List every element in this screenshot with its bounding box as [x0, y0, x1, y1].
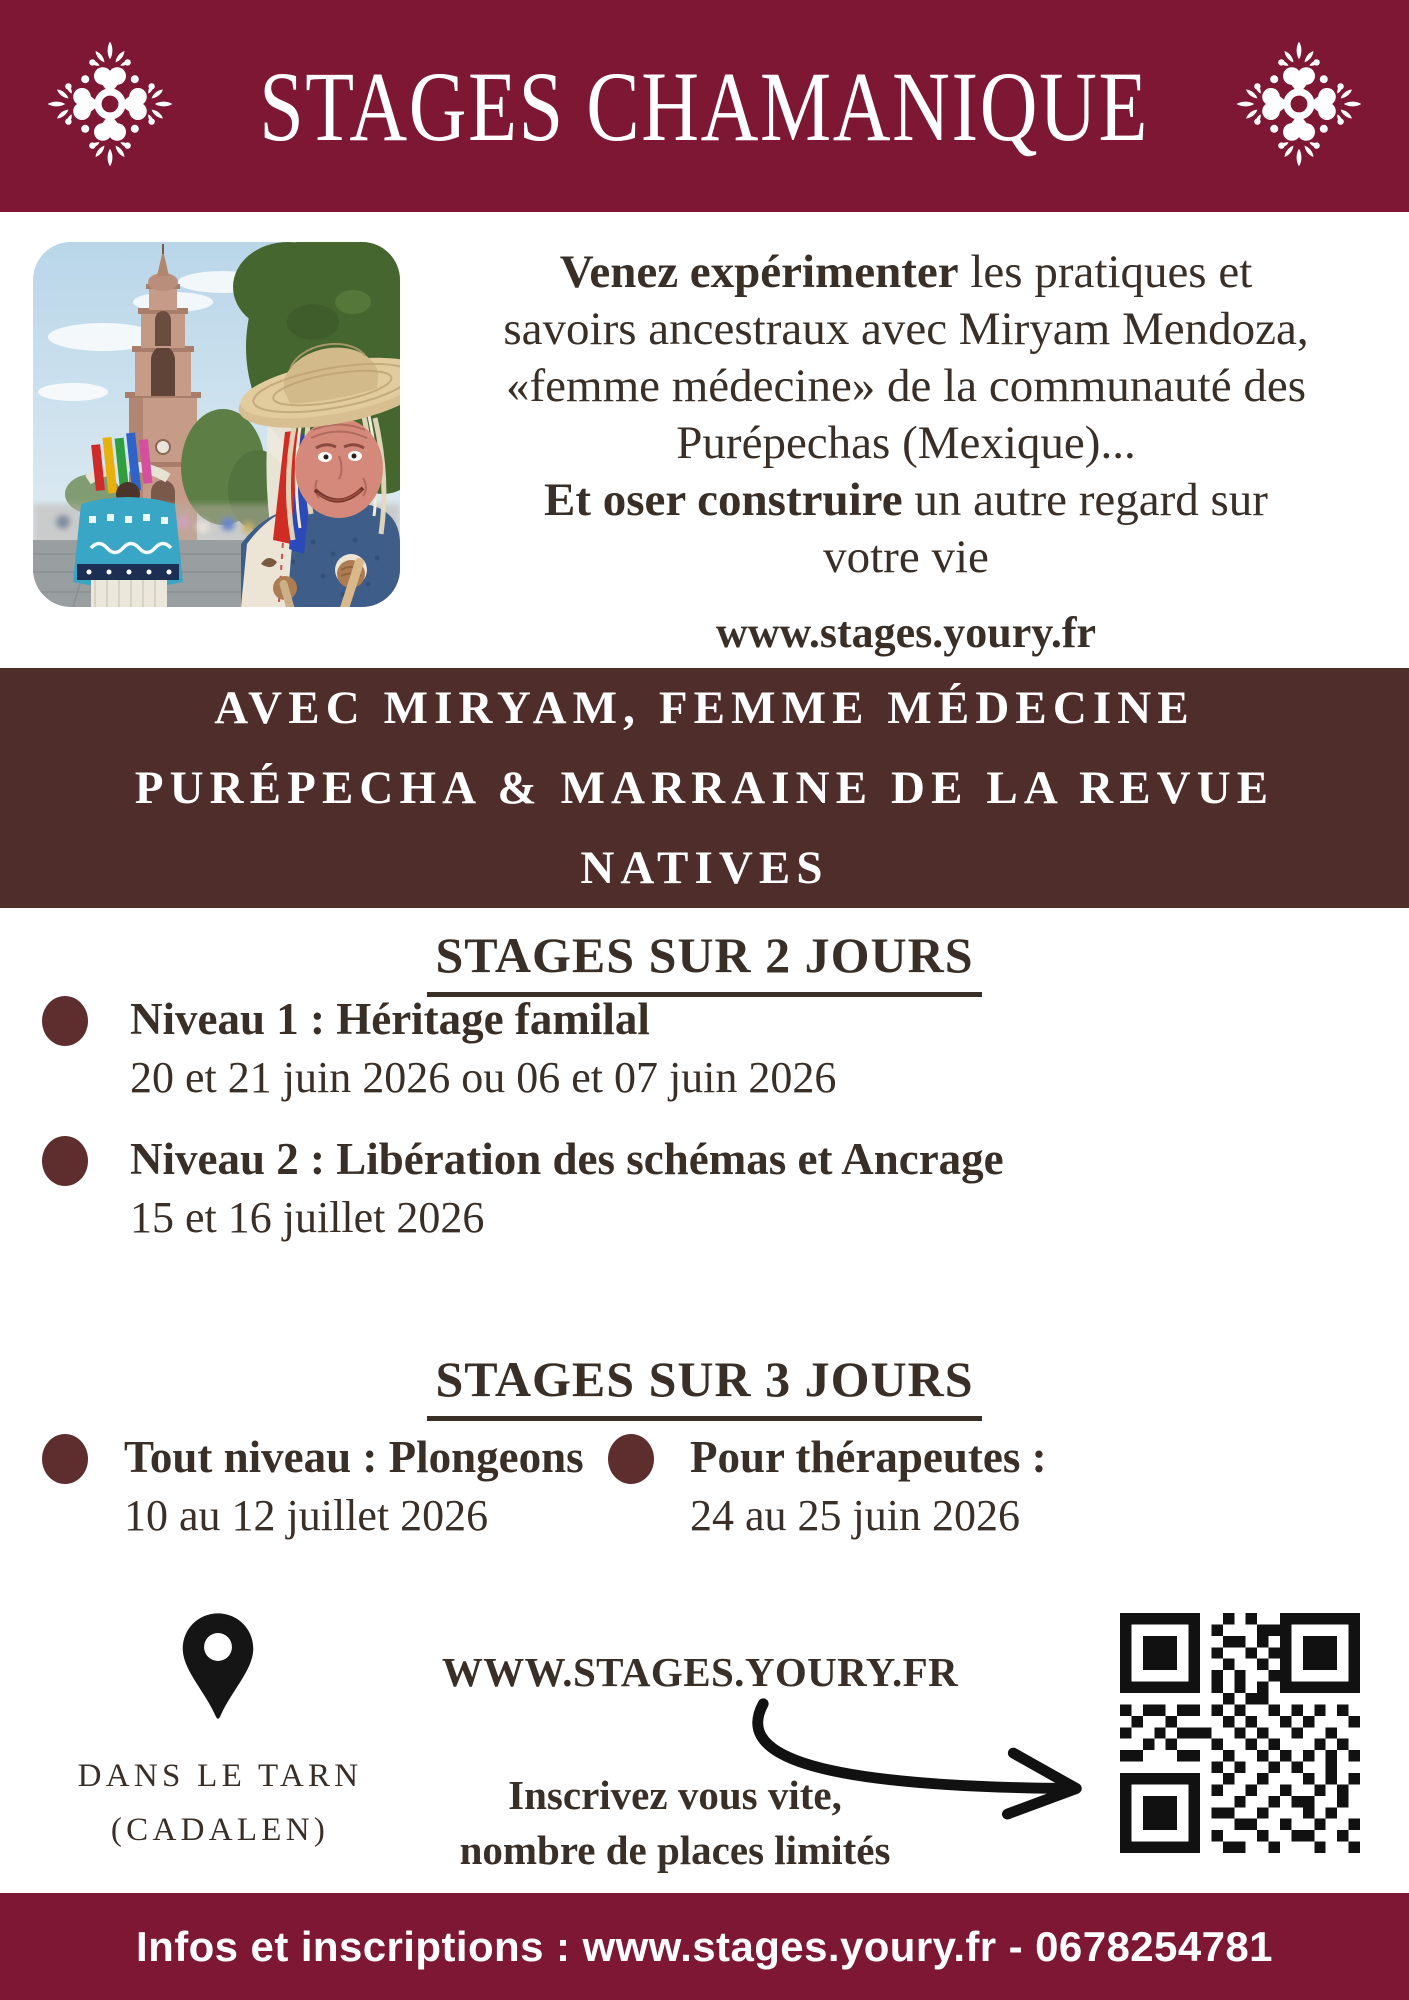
intro-line: «femme médecine» de la communauté des — [506, 360, 1306, 412]
flower-ornament-icon — [1223, 28, 1375, 180]
website-url[interactable]: WWW.STAGES.YOURY.FR — [441, 1649, 959, 1695]
bottom-info-section — [0, 1600, 1409, 1893]
stage-dates: 20 et 21 juin 2026 ou 06 et 07 juin 2026 — [130, 1053, 837, 1102]
bullet-icon — [42, 1434, 88, 1484]
footer-contact-text: Infos et inscriptions : www.stages.youry.fr - 0678254781 — [136, 1922, 1273, 1970]
stage-dates: 24 au 25 juin 2026 — [690, 1491, 1020, 1540]
band-line: NATIVES — [580, 842, 829, 894]
stage-dates: 10 au 12 juillet 2026 — [124, 1491, 489, 1540]
bullet-icon — [42, 996, 88, 1046]
stage-dates: 15 et 16 juillet 2026 — [130, 1193, 485, 1242]
location-line: (CADALEN) — [110, 1812, 330, 1848]
bullet-icon — [608, 1434, 654, 1484]
intro-line: Venez expérimenter les pratiques et — [559, 246, 1253, 298]
intro-bold: Venez expérimenter — [559, 246, 959, 298]
website-url[interactable]: www.stages.youry.fr — [715, 608, 1097, 657]
flower-ornament-icon — [34, 28, 186, 180]
band-line: AVEC MIRYAM, FEMME MÉDECINE — [214, 682, 1195, 734]
intro-line: votre vie — [823, 531, 989, 583]
location-line: DANS LE TARN — [77, 1758, 363, 1794]
list-item — [608, 1428, 1389, 1546]
section-heading-3-jours: STAGES SUR 3 JOURS — [0, 1350, 1409, 1421]
stage-title: Niveau 2 : Libération des schémas et Ancrage — [130, 1134, 1004, 1184]
intro-text — [412, 244, 1400, 661]
miryam-band — [0, 668, 1409, 908]
intro-line: Purépechas (Mexique)... — [676, 417, 1136, 469]
section-heading-2-jours: STAGES SUR 2 JOURS — [0, 926, 1409, 997]
footer-bar — [0, 1893, 1409, 2000]
stage-title: Niveau 1 : Héritage familal — [130, 994, 650, 1044]
header-banner — [0, 0, 1409, 212]
list-item — [42, 1130, 1372, 1248]
intro-line: savoirs ancestraux avec Miryam Mendoza, — [503, 303, 1309, 355]
intro-bold: Et oser construire — [544, 474, 903, 526]
page-title: STAGES CHAMANIQUE — [259, 50, 1150, 162]
bullet-icon — [42, 1136, 88, 1186]
event-photo — [33, 242, 400, 607]
band-line: PURÉPECHA & MARRAINE DE LA REVUE — [134, 762, 1275, 814]
stages-3-jours-list — [42, 1428, 1389, 1546]
list-item — [42, 990, 1372, 1108]
stage-title: Pour thérapeutes : — [690, 1432, 1047, 1482]
location-pin-icon — [177, 1610, 259, 1725]
event-photo-illustration — [33, 242, 400, 607]
stage-title: Tout niveau : Plongeons — [124, 1432, 584, 1482]
cta-text: Inscrivez vous vite, nombre de places limités — [459, 1772, 891, 1873]
stages-2-jours-list — [42, 990, 1372, 1270]
curved-arrow-icon — [745, 1692, 1130, 1820]
list-item — [42, 1428, 608, 1546]
intro-line: Et oser construire un autre regard sur — [544, 474, 1268, 526]
qr-code — [1120, 1613, 1360, 1853]
